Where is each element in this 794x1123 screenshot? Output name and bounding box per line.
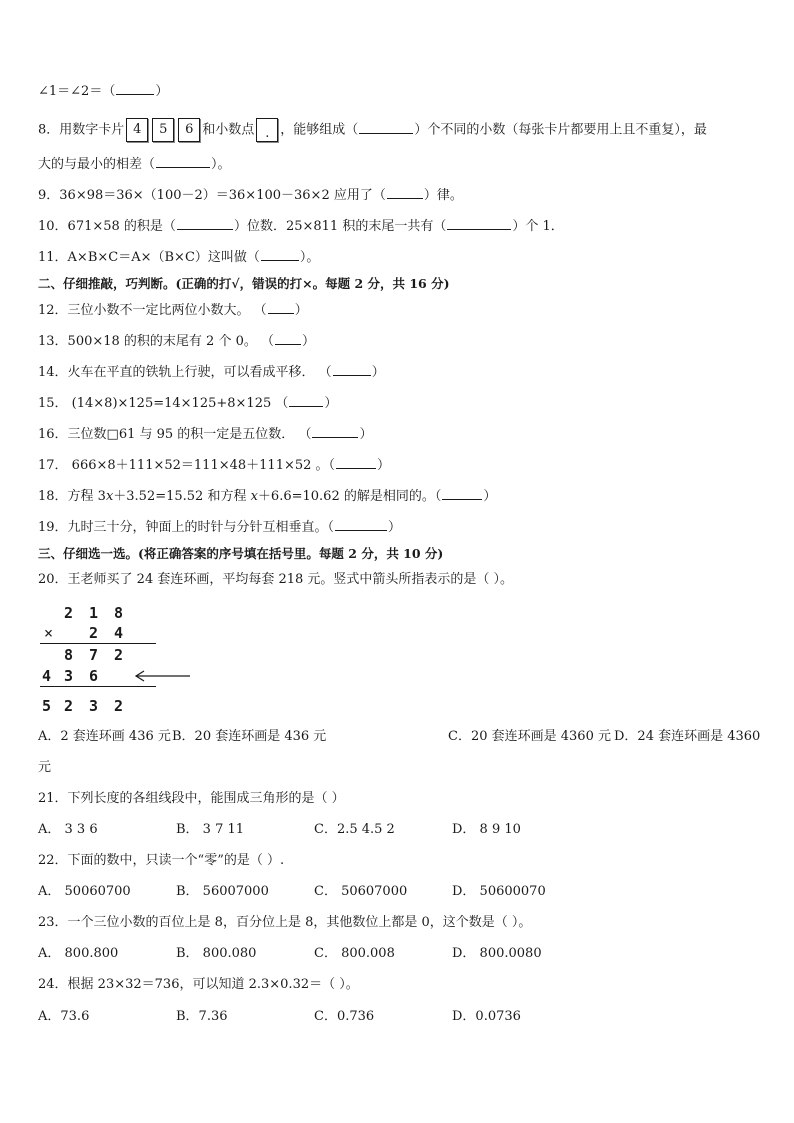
option-c[interactable]: C．0.736 [314,1009,375,1024]
question-24-stem: 24．根据 23×32＝736，可以知道 2.3×0.32＝（ ）。 [38,977,359,992]
question-13: 13．500×18 的积的末尾有 2 个 0。 （ ） [38,334,316,349]
answer-blank[interactable] [359,121,413,134]
option-c[interactable]: C． 800.008 [314,946,395,961]
digit: 2 [64,697,74,715]
digit: 4 [42,667,52,685]
answer-blank[interactable] [312,425,358,438]
digit: 6 [89,667,99,685]
digit-card: 5 [152,118,174,142]
digit: 2 [114,646,124,664]
answer-blank[interactable] [333,363,371,376]
option-b[interactable]: B． 3 7 11 [176,822,245,837]
option-d[interactable]: D． 8 9 10 [452,822,521,837]
option-d-tail: 元 [38,760,52,775]
digit: 7 [89,646,99,664]
answer-blank[interactable] [275,332,301,345]
question-21-stem: 21．下列长度的各组线段中，能围成三角形的是（ ） [38,791,345,806]
digit: 2 [89,624,99,642]
arrow-left-icon [132,668,192,684]
answer-blank[interactable] [336,456,376,469]
option-b[interactable]: B． 800.080 [176,946,257,961]
option-d[interactable]: D． 800.0080 [452,946,542,961]
option-a[interactable]: A．73.6 [38,1009,90,1024]
digit: 8 [64,646,74,664]
digit: 3 [64,667,74,685]
digit: 2 [114,697,124,715]
question-8-line2: 大的与最小的相差（ ）。 [38,157,231,172]
times-sign: × [44,624,54,642]
option-d[interactable]: D．24 套连环画是 4360 [614,729,761,744]
question-22-stem: 22．下面的数中，只读一个“零”的是（ ）. [38,853,285,868]
option-a[interactable]: A．2 套连环画 436 元 [38,729,171,744]
question-17: 17． 666×8＋111×52＝111×48＋111×52 。（ ） [38,458,391,473]
question-18: 18．方程 3𝑥＋3.52=15.52 和方程 𝑥＋6.6=10.62 的解是相同的。（ ） [38,489,497,504]
option-c[interactable]: C． 50607000 [314,884,408,899]
option-a[interactable]: A． 3 3 6 [38,822,98,837]
answer-blank[interactable] [116,82,154,95]
question-11: 11．A×B×C＝A×（B×C）这叫做（ ）。 [38,250,320,265]
option-b[interactable]: B． 56007000 [176,884,269,899]
question-8-line1: 8．用数字卡片 4 5 6 和小数点 . ，能够组成（ ）个不同的小数（每张卡片都要用上且不重复），最 [38,118,707,142]
answer-blank[interactable] [177,217,233,230]
digit: 5 [42,697,52,715]
question-19: 19．九时三十分，钟面上的时针与分针互相垂直。（ ） [38,520,402,535]
answer-blank[interactable] [261,248,299,261]
answer-blank[interactable] [442,487,482,500]
answer-blank[interactable] [335,518,387,531]
answer-blank[interactable] [387,186,423,199]
answer-blank[interactable] [156,155,210,168]
answer-blank[interactable] [447,217,511,230]
question-16: 16．三位数□61 与 95 的积一定是五位数． （ ） [38,427,373,442]
digit: 3 [89,697,99,715]
question-12: 12．三位小数不一定比两位小数大。 （ ） [38,303,308,318]
sum-line [40,643,156,644]
digit: 2 [64,604,74,622]
option-c[interactable]: C．2.5 4.5 2 [314,822,395,837]
sum-line [40,686,156,687]
question-15: 15． (14×8)×125=14×125+8×125 （ ） [38,396,338,411]
digit-card: 6 [178,118,200,142]
question-20-stem: 20．王老师买了 24 套连环画，平均每套 218 元。竖式中箭头所指表示的是（ ）。 [38,572,514,587]
digit: 8 [114,604,124,622]
answer-blank[interactable] [268,301,294,314]
question-7-tail: ∠1＝∠2＝（ ） [38,84,169,99]
answer-blank[interactable] [289,394,323,407]
option-c[interactable]: C．20 套连环画是 4360 元 [448,729,611,744]
section-3-heading: 三、仔细选一选。(将正确答案的序号填在括号里。每题 2 分，共 10 分) [38,546,444,561]
decimal-point-card: . [256,118,278,142]
section-2-heading: 二、仔细推敲，巧判断。(正确的打√，错误的打×。每题 2 分，共 16 分) [38,276,450,291]
option-b[interactable]: B．7.36 [176,1009,228,1024]
option-d[interactable]: D．0.0736 [452,1009,521,1024]
digit: 4 [114,624,124,642]
question-14: 14．火车在平直的铁轨上行驶，可以看成平移． （ ） [38,365,385,380]
question-23-stem: 23．一个三位小数的百位上是 8，百分位上是 8，其他数位上都是 0，这个数是（ ）。 [38,915,532,930]
option-a[interactable]: A． 800.800 [38,946,119,961]
option-d[interactable]: D． 50600070 [452,884,546,899]
digit-card: 4 [126,118,148,142]
option-a[interactable]: A． 50060700 [38,884,131,899]
option-b[interactable]: B．20 套连环画是 436 元 [172,729,327,744]
digit: 1 [89,604,99,622]
question-9: 9．36×98＝36×（100－2）＝36×100－36×2 应用了（ ）律。 [38,188,463,203]
question-10: 10．671×58 的积是（ ）位数．25×811 积的末尾一共有（ ）个 1． [38,219,564,234]
